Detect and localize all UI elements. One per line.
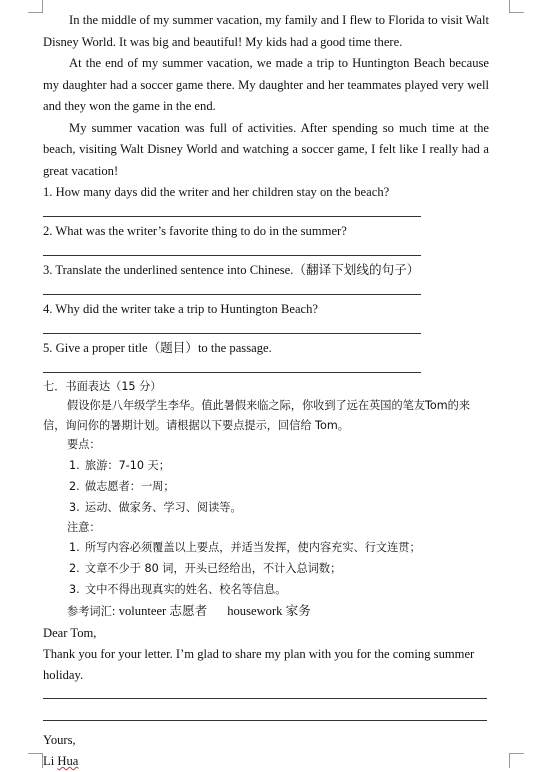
vocabulary-reference: [43, 600, 489, 623]
point-text: 运动、做家务、学习、阅读等。: [85, 500, 242, 514]
answer-line-5[interactable]: [43, 358, 421, 373]
crop-mark-top-right: [509, 0, 524, 13]
point-number: 1.: [69, 458, 80, 472]
vocab-volunteer: volunteer 志愿者: [118, 604, 208, 618]
question-1: 1. How many days did the writer and her children stay on the beach?: [43, 185, 390, 199]
note-text: 文章不少于 80 词，开头已经给出，不计入总词数；: [85, 562, 342, 575]
note-number: 1.: [69, 541, 80, 554]
answer-line-1[interactable]: [43, 202, 421, 217]
point-number: 2.: [69, 479, 80, 493]
passage-paragraph-1: In the middle of my summer vacation, my family and I flew to Florida to visit Walt Disney World. It was big and beautiful! My kids had a good time there.: [43, 13, 489, 49]
point-item: [43, 497, 489, 518]
passage-paragraph-3: My summer vacation was full of activities. After spending so much time at the beach, visiting Walt Disney World and watching a soccer game, I felt like I really had a great vacation!: [43, 120, 489, 178]
point-item: [43, 476, 489, 497]
answer-line-2[interactable]: [43, 241, 421, 256]
writing-line-2[interactable]: [43, 708, 487, 721]
note-item: [43, 537, 489, 558]
note-number: 3.: [69, 583, 80, 596]
question-2: 2. What was the writer’s favorite thing to do in the summer?: [43, 224, 347, 238]
points-label: 要点：: [67, 438, 101, 451]
passage-paragraph-2: At the end of my summer vacation, we made a trip to Huntington Beach because my daughter had a soccer game there. My daughter and her teammates played very well and they won the game in the end.: [43, 56, 489, 113]
crop-mark-top-left: [28, 0, 43, 13]
answer-line-4[interactable]: [43, 319, 421, 334]
note-item: [43, 579, 489, 600]
vocab-label: 参考词汇:: [67, 605, 116, 618]
signature-last: Hua: [57, 754, 79, 768]
writing-task: 假设你是八年级学生李华。值此暑假来临之际，你收到了远在英国的笔友Tom的来信，询问你的暑期计划。请根据以下要点提示，回信给 Tom。: [43, 399, 471, 432]
letter-signature: [43, 751, 489, 772]
note-item: [43, 558, 489, 579]
writing-line-1[interactable]: [43, 686, 487, 699]
point-text: 旅游：7-10 天；: [85, 458, 170, 472]
letter-greeting: Dear Tom,: [43, 626, 97, 640]
question-3: 3. Translate the underlined sentence into Chinese.（翻译下划线的句子）: [43, 263, 420, 277]
point-text: 做志愿者：一周；: [85, 479, 175, 493]
note-text: 文中不得出现真实的姓名、校名等信息。: [85, 583, 287, 596]
crop-mark-bottom-left: [28, 753, 43, 768]
writing-section-heading: 七．书面表达（15 分）: [43, 380, 162, 393]
document-page: [43, 10, 489, 772]
note-number: 2.: [69, 562, 80, 575]
crop-mark-bottom-right: [509, 753, 524, 768]
signature-first: Li: [43, 754, 55, 768]
letter-opening: Thank you for your letter. I’m glad to share my plan with you for the coming summer holiday.: [43, 647, 475, 682]
point-item: [43, 455, 489, 476]
question-4: 4. Why did the writer take a trip to Huntington Beach?: [43, 302, 319, 316]
question-5: 5. Give a proper title（题目）to the passage.: [43, 341, 272, 355]
notes-label: 注意：: [67, 520, 101, 534]
note-text: 所写内容必须覆盖以上要点，并适当发挥，使内容充实、行文连贯；: [85, 541, 421, 554]
answer-line-3[interactable]: [43, 280, 421, 295]
vocab-housework: housework 家务: [227, 604, 311, 618]
letter-closing: Yours,: [43, 733, 76, 747]
point-number: 3.: [69, 500, 80, 514]
